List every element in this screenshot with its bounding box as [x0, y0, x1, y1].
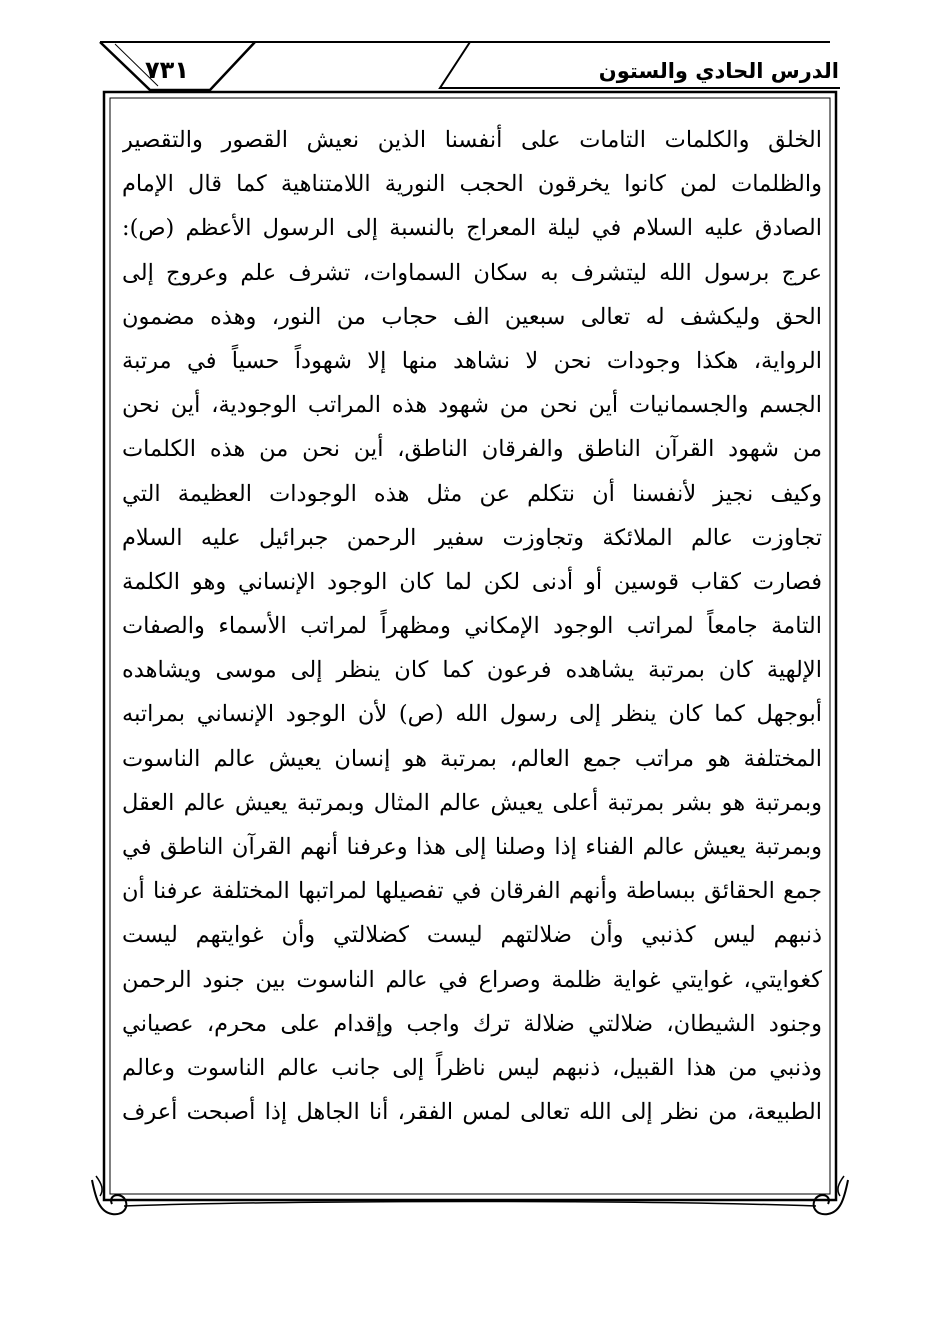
- text-line: التامة جامعاً لمراتب الوجود الإمكاني ومظهراً لمراتب الأسماء والصفات: [122, 613, 822, 640]
- body-text: [122, 118, 822, 1178]
- corner-ornament-left-icon: [92, 1176, 126, 1214]
- text-line: فصارت كقاب قوسين أو أدنى لكن لما كان الوجود الإنساني وهو الكلمة: [122, 568, 822, 595]
- text-line: الطبيعة، من نظر إلى الله تعالى لمس الفقر، أنا الجاهل إذا أصبحت أعرف: [122, 1099, 822, 1126]
- text-line: كغوايتي، غوايتي غواية ظلمة وصراع في عالم الناسوت بين جنود الرحمن: [122, 966, 822, 993]
- running-header-title: الدرس الحادي والستون: [598, 59, 839, 83]
- text-line: ذنبهم ليس كذنبي وأن ضلالتهم ليست كضلالتي وأن غوايتهم ليست: [122, 922, 822, 949]
- corner-ornament-right-icon: [814, 1176, 848, 1214]
- text-line: الرواية، هكذا وجودات نحن لا نشاهد منها إلا شهوداً حسياً في مرتبة: [122, 347, 822, 374]
- text-line: الخلق والكلمات التامات على أنفسنا الذين نعيش القصور والتقصير: [122, 127, 822, 153]
- text-line: وبمرتبة يعيش عالم الفناء إذا وصلنا إلى هذا وعرفنا أنهم القرآن الناطق في: [122, 834, 822, 860]
- text-line: وكيف نجيز لأنفسنا أن نتكلم عن مثل هذه الوجودات العظيمة التي: [122, 480, 822, 507]
- text-line: تجاوزت عالم الملائكة وتجاوزت سفير الرحمن جبرائيل عليه السلام: [122, 524, 822, 551]
- text-line: وذنبي من هذا القبيل، ذنبهم ليس ناظراً إلى جانب عالم الناسوت وعالم: [122, 1054, 822, 1081]
- page-number: ٧٣١: [145, 56, 189, 84]
- text-line: الحق وليكشف له تعالى سبعين الف حجاب من النور، وهذه مضمون: [122, 303, 822, 330]
- text-line: جمع الحقائق ببساطة وأنهم الفرقان في تفصيلها لمراتبها المختلفة عرفنا أن: [122, 878, 822, 905]
- text-line: أبوجهل كما كان ينظر إلى رسول الله (ص) لأن الوجود الإنساني بمراتبه: [122, 701, 822, 728]
- text-line: وجنود الشيطان، ضلالتي ضلالة ترك واجب وإقدام على محرم، عصياني: [122, 1010, 822, 1037]
- text-line: الصادق عليه السلام في ليلة المعراج بالنسبة إلى الرسول الأعظم (ص):: [122, 215, 822, 242]
- text-line: الجسم والجسمانيات أين نحن من شهود هذه المراتب الوجودية، أين نحن: [122, 392, 822, 419]
- text-line: والظلمات لمن كانوا يخرقون الحجب النورية اللامتناهية كما قال الإمام: [122, 171, 822, 198]
- text-line: عرج برسول الله ليتشرف به سكان السماوات، تشرف علم وعروج إلى: [122, 259, 822, 286]
- text-line: الإلهية كان بمرتبة يشاهده فرعون كما كان ينظر إلى موسى ويشاهده: [122, 657, 822, 684]
- text-line: المختلفة هو مراتب جمع العالم، بمرتبة هو إنسان يعيش عالم الناسوت: [122, 745, 822, 772]
- text-line: من شهود القرآن الناطق والفرقان الناطق، أين نحن من هذه الكلمات: [122, 436, 822, 463]
- text-line: وبمرتبة هو بشر بمرتبة أعلى يعيش عالم المثال وبمرتبة يعيش عالم العقل: [122, 789, 822, 816]
